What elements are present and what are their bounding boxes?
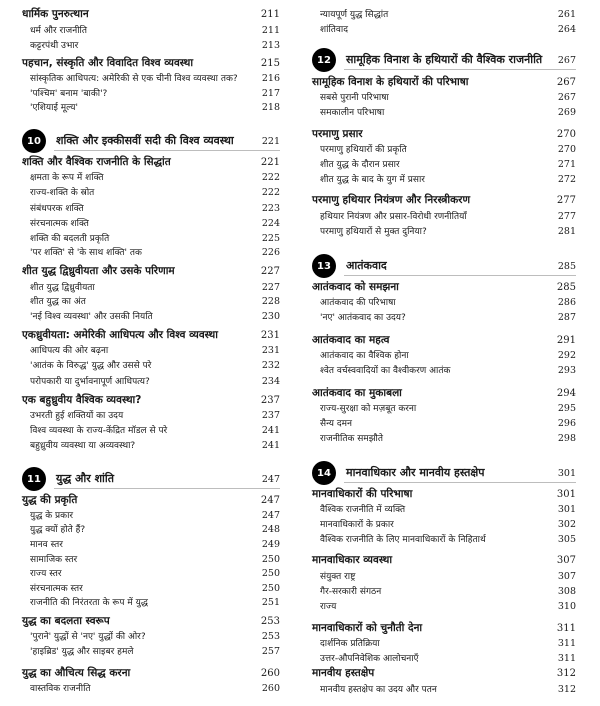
- toc-subsection-entry[interactable]: [22, 101, 280, 115]
- entry-title: शक्ति और इक्कीसवीं सदी की विश्व व्यवस्था: [56, 134, 234, 147]
- entry-title: राज्य: [320, 602, 337, 612]
- entry-title: मानव स्तर: [30, 540, 63, 550]
- page-number: 227: [261, 282, 280, 293]
- page-number: 311: [557, 638, 576, 649]
- page-number: 270: [557, 144, 576, 155]
- entry-title: 'पश्चिम' बनाम 'बाकी'?: [30, 89, 108, 99]
- toc-subsection-entry[interactable]: [312, 349, 576, 363]
- entry-title: क्षमता के रूप में शक्ति: [30, 173, 104, 183]
- page-number: 218: [261, 102, 280, 113]
- toc-subsection-entry[interactable]: [312, 311, 576, 325]
- page-number: 241: [261, 425, 280, 436]
- page-number: 217: [261, 88, 280, 99]
- page-number: 251: [261, 597, 280, 608]
- entry-title: परोपकारी या दुर्भावनापूर्ण आधिपत्य?: [30, 377, 150, 387]
- page-number: 298: [557, 433, 576, 444]
- toc-subsection-entry[interactable]: [22, 424, 280, 438]
- toc-section-entry[interactable]: [312, 387, 576, 400]
- page-number: 253: [261, 631, 280, 642]
- page-number: 301: [557, 504, 576, 515]
- page-number: 291: [556, 335, 576, 346]
- page-number: 250: [261, 554, 280, 565]
- entry-title: राज्य-सुरक्षा को मज़बूत करना: [320, 404, 417, 414]
- page-number: 267: [557, 92, 576, 103]
- toc-subsection-entry[interactable]: [312, 106, 576, 120]
- toc-subsection-entry[interactable]: [22, 509, 280, 523]
- entry-title: शांतिवाद: [320, 25, 349, 35]
- toc-subsection-entry[interactable]: [22, 171, 280, 185]
- entry-title: आतंकवाद का वैश्विक होना: [320, 351, 409, 361]
- page-number: 295: [557, 403, 576, 414]
- entry-title: शीत युद्ध का अंत: [30, 297, 86, 307]
- toc-section-entry[interactable]: [22, 57, 280, 70]
- page-number: 221: [261, 136, 280, 147]
- toc-subsection-entry[interactable]: [22, 596, 280, 610]
- toc-chapter-entry[interactable]: [312, 466, 576, 480]
- page-number: 286: [557, 297, 576, 308]
- toc-subsection-entry[interactable]: [312, 296, 576, 310]
- toc-subsection-entry[interactable]: [312, 417, 576, 431]
- entry-title: 'एशियाई मूल्य': [30, 103, 78, 113]
- toc-section-entry[interactable]: [312, 128, 576, 141]
- entry-title: कट्टरपंथी उभार: [30, 41, 79, 51]
- entry-title: एक बहुध्रुवीय वैश्विक व्यवस्था?: [22, 394, 142, 406]
- toc-subsection-entry[interactable]: [312, 432, 576, 446]
- toc-subsection-entry[interactable]: [22, 582, 280, 596]
- entry-title: मानवाधिकारों को चुनौती देना: [312, 622, 423, 634]
- toc-subsection-entry[interactable]: [22, 202, 280, 216]
- page-number: 228: [261, 296, 280, 307]
- page-number: 250: [261, 568, 280, 579]
- toc-subsection-entry[interactable]: [22, 246, 280, 260]
- entry-title: उभरती हुई शक्तियों का उदय: [30, 411, 124, 421]
- entry-title: मानवीय हस्तक्षेप: [312, 667, 375, 679]
- entry-title: युद्ध के प्रकार: [30, 511, 74, 521]
- entry-title: एकध्रुवीयता: अमेरिकी आधिपत्य और विश्व व्यवस्था: [22, 329, 218, 341]
- entry-title: सांस्कृतिक आधिपत्य: अमेरिकी से एक चीनी विश्व व्यवस्था तक?: [30, 74, 238, 84]
- toc-subsection-entry[interactable]: [312, 652, 576, 666]
- entry-title: हथियार नियंत्रण और प्रसार-विरोधी रणनीतियाँ: [320, 212, 467, 222]
- entry-title: श्वेत वर्चस्ववादियों का वैश्वीकरण आतंक: [320, 366, 451, 376]
- toc-subsection-entry[interactable]: [312, 518, 576, 532]
- page-number: 267: [557, 55, 576, 66]
- chapter-divider: [344, 69, 576, 70]
- toc-subsection-entry[interactable]: [312, 533, 576, 547]
- entry-title: परमाणु प्रसार: [312, 128, 363, 140]
- toc-subsection-entry[interactable]: [22, 439, 280, 453]
- entry-title: आतंकवाद का महत्व: [312, 334, 390, 346]
- toc-section-entry[interactable]: [22, 329, 280, 342]
- chapter-number-badge: 13: [312, 254, 336, 278]
- page-number: 224: [261, 218, 280, 229]
- entry-title: दार्शनिक प्रतिक्रिया: [320, 639, 380, 649]
- toc-subsection-entry[interactable]: [312, 173, 576, 187]
- page-number: 308: [557, 586, 576, 597]
- entry-title: राजनीतिक समझौते: [320, 434, 383, 444]
- toc-section-entry[interactable]: [312, 194, 576, 207]
- entry-title: उत्तर-औपनिवेशिक आलोचनाएँ: [320, 654, 419, 664]
- toc-subsection-entry[interactable]: [22, 375, 280, 389]
- entry-title: बहुध्रुवीय व्यवस्था या अव्यवस्था?: [30, 441, 136, 451]
- page-number: 248: [261, 524, 280, 535]
- toc-subsection-entry[interactable]: [22, 310, 280, 324]
- toc-subsection-entry[interactable]: [22, 630, 280, 644]
- page-number: 302: [557, 519, 576, 530]
- toc-subsection-entry[interactable]: [22, 232, 280, 246]
- entry-title: शीत युद्ध द्विध्रुवीयता और उसके परिणाम: [22, 265, 175, 277]
- entry-title: वैश्विक राजनीति में व्यक्ति: [320, 505, 406, 515]
- entry-title: वास्तविक राजनीति: [30, 684, 91, 694]
- toc-subsection-entry[interactable]: [22, 538, 280, 552]
- chapter-number-badge: 10: [22, 129, 46, 153]
- page-number: 264: [557, 24, 576, 35]
- page-number: 237: [260, 395, 280, 406]
- entry-title: शीत युद्ध के बाद के युग में प्रसार: [320, 175, 425, 185]
- page-number: 247: [261, 474, 280, 485]
- page-number: 216: [261, 73, 280, 84]
- entry-title: शक्ति और वैश्विक राजनीति के सिद्धांत: [22, 156, 171, 168]
- entry-title: शक्ति की बदलती प्रकृति: [30, 234, 110, 244]
- entry-title: युद्ध क्यों होते हैं?: [30, 525, 86, 535]
- page-number: 287: [557, 312, 576, 323]
- toc-chapter-entry[interactable]: [312, 53, 576, 67]
- page-number: 271: [557, 159, 576, 170]
- toc-section-entry[interactable]: [312, 76, 576, 89]
- entry-title: संयुक्त राष्ट्र: [320, 572, 356, 582]
- page-number: 247: [260, 495, 280, 506]
- toc-subsection-entry[interactable]: [22, 645, 280, 659]
- page-number: 225: [261, 233, 280, 244]
- toc-section-entry[interactable]: [312, 667, 576, 680]
- entry-title: आधिपत्य की ओर बढ़ना: [30, 346, 109, 356]
- toc-subsection-entry[interactable]: [22, 295, 280, 309]
- page-number: 226: [261, 247, 280, 258]
- entry-title: मानवाधिकार और मानवीय हस्तक्षेप: [346, 466, 485, 479]
- entry-title: 'पुराने' युद्धों से 'नए' युद्धों की ओर?: [30, 632, 146, 642]
- page-number: 222: [261, 187, 280, 198]
- entry-title: राज्य स्तर: [30, 569, 62, 579]
- toc-subsection-entry[interactable]: [312, 402, 576, 416]
- entry-title: सामूहिक विनाश के हथियारों की परिभाषा: [312, 76, 469, 88]
- chapter-number-badge: 11: [22, 467, 46, 491]
- toc-section-entry[interactable]: [22, 615, 280, 628]
- page-number: 222: [261, 172, 280, 183]
- chapter-number-badge: 14: [312, 461, 336, 485]
- entry-title: समकालीन परिभाषा: [320, 108, 385, 118]
- chapter-number-badge: 12: [312, 48, 336, 72]
- chapter-divider: [344, 482, 576, 483]
- page-number: 232: [261, 360, 280, 371]
- toc-subsection-entry[interactable]: [22, 409, 280, 423]
- chapter-divider: [54, 488, 280, 489]
- toc-subsection-entry[interactable]: [22, 523, 280, 537]
- toc-subsection-entry[interactable]: [22, 359, 280, 373]
- page-number: 301: [557, 468, 576, 479]
- toc-subsection-entry[interactable]: [22, 39, 280, 53]
- toc-subsection-entry[interactable]: [312, 600, 576, 614]
- page-number: 211: [261, 25, 280, 36]
- page-number: 307: [556, 555, 576, 566]
- toc-subsection-entry[interactable]: [312, 570, 576, 584]
- toc-section-entry[interactable]: [312, 622, 576, 635]
- page-number: 281: [557, 226, 576, 237]
- page-number: 231: [260, 330, 280, 341]
- page-number: 311: [556, 623, 576, 634]
- page-number: 277: [556, 195, 576, 206]
- page-number: 241: [261, 440, 280, 451]
- entry-title: राज्य-शक्ति के स्रोत: [30, 188, 95, 198]
- entry-title: परमाणु हथियारों से मुक्त दुनिया?: [320, 227, 427, 237]
- page-number: 249: [261, 539, 280, 550]
- entry-title: युद्ध का औचित्य सिद्ध करना: [22, 667, 131, 679]
- page-number: 277: [557, 211, 576, 222]
- chapter-divider: [344, 275, 576, 276]
- entry-title: 'नई विश्व व्यवस्था' और उसकी नियति: [30, 312, 153, 322]
- toc-subsection-entry[interactable]: [312, 637, 576, 651]
- entry-title: सैन्य दमन: [320, 419, 352, 429]
- entry-title: संबंधपरक शक्ति: [30, 204, 84, 214]
- entry-title: आतंकवाद की परिभाषा: [320, 298, 396, 308]
- entry-title: 'आतंक के विरुद्ध' युद्ध और उससे परे: [30, 361, 152, 371]
- toc-chapter-entry[interactable]: [312, 259, 576, 273]
- toc-subsection-entry[interactable]: [312, 225, 576, 239]
- page-number: 269: [557, 107, 576, 118]
- toc-subsection-entry[interactable]: [22, 87, 280, 101]
- toc-subsection-entry[interactable]: [312, 158, 576, 172]
- toc-section-entry[interactable]: [22, 494, 280, 507]
- entry-title: आतंकवाद: [346, 259, 387, 272]
- page-number: 296: [557, 418, 576, 429]
- page-number: 311: [557, 653, 576, 664]
- entry-title: सामाजिक स्तर: [30, 555, 78, 565]
- entry-title: धर्म और राजनीति: [30, 26, 88, 36]
- page-number: 213: [261, 40, 280, 51]
- entry-title: आतंकवाद को समझना: [312, 281, 399, 293]
- toc-section-entry[interactable]: [312, 281, 576, 294]
- page-number: 230: [261, 311, 280, 322]
- entry-title: परमाणु हथियार नियंत्रण और निरस्त्रीकरण: [312, 194, 471, 206]
- toc-subsection-entry[interactable]: [22, 217, 280, 231]
- entry-title: युद्ध और शांति: [56, 472, 115, 485]
- page-number: 312: [556, 668, 576, 679]
- page-number: 307: [557, 571, 576, 582]
- toc-section-entry[interactable]: [312, 334, 576, 347]
- page-number: 292: [557, 350, 576, 361]
- page-number: 223: [261, 203, 280, 214]
- page-number: 312: [557, 684, 576, 695]
- entry-title: न्यायपूर्ण युद्ध सिद्धांत: [320, 10, 389, 20]
- entry-title: गैर-सरकारी संगठन: [320, 587, 382, 597]
- page-number: 267: [556, 77, 576, 88]
- toc-subsection-entry[interactable]: [312, 364, 576, 378]
- page-number: 301: [556, 489, 576, 500]
- toc-subsection-entry[interactable]: [312, 8, 576, 22]
- toc-subsection-entry[interactable]: [22, 567, 280, 581]
- toc-subsection-entry[interactable]: [312, 503, 576, 517]
- entry-title: मानवीय हस्तक्षेप का उदय और पतन: [320, 685, 437, 695]
- entry-title: मानवाधिकारों की परिभाषा: [312, 488, 413, 500]
- toc-subsection-entry[interactable]: [22, 344, 280, 358]
- page-number: 260: [261, 683, 280, 694]
- entry-title: विश्व व्यवस्था के राज्य-केंद्रित मॉडल से परे: [30, 426, 168, 436]
- page-number: 227: [260, 266, 280, 277]
- page-number: 294: [556, 388, 576, 399]
- toc-section-entry[interactable]: [22, 394, 280, 407]
- page-number: 237: [261, 410, 280, 421]
- page-number: 310: [557, 601, 576, 612]
- entry-title: सबसे पुरानी परिभाषा: [320, 93, 389, 103]
- page-number: 250: [261, 583, 280, 594]
- entry-title: सामूहिक विनाश के हथियारों की वैश्विक राजनीति: [346, 53, 543, 66]
- toc-subsection-entry[interactable]: [22, 281, 280, 295]
- toc-chapter-entry[interactable]: [22, 134, 280, 148]
- page-number: 234: [261, 376, 280, 387]
- toc-subsection-entry[interactable]: [312, 585, 576, 599]
- page-number: 221: [260, 157, 280, 168]
- page-number: 305: [557, 534, 576, 545]
- entry-title: संरचनात्मक शक्ति: [30, 219, 89, 229]
- entry-title: 'नए' आतंकवाद का उदय?: [320, 313, 406, 323]
- page-number: 215: [260, 58, 280, 69]
- page-number: 270: [556, 129, 576, 140]
- page-number: 293: [557, 365, 576, 376]
- page-number: 285: [557, 261, 576, 272]
- toc-section-entry[interactable]: [312, 488, 576, 501]
- entry-title: संरचनात्मक स्तर: [30, 584, 83, 594]
- toc-chapter-entry[interactable]: [22, 472, 280, 486]
- toc-section-entry[interactable]: [22, 667, 280, 680]
- entry-title: राजनीति की निरंतरता के रूप में युद्ध: [30, 598, 148, 608]
- toc-subsection-entry[interactable]: [22, 682, 280, 696]
- toc-subsection-entry[interactable]: [312, 210, 576, 224]
- toc-subsection-entry[interactable]: [312, 23, 576, 37]
- toc-subsection-entry[interactable]: [312, 143, 576, 157]
- page-number: 261: [557, 9, 576, 20]
- chapter-divider: [54, 150, 280, 151]
- toc-section-entry[interactable]: [22, 265, 280, 278]
- entry-title: 'पर शक्ति' से 'के साथ शक्ति' तक: [30, 248, 142, 258]
- page-number: 260: [260, 668, 280, 679]
- entry-title: वैश्विक राजनीति के लिए मानवाधिकारों के निहितार्थ: [320, 535, 486, 545]
- entry-title: युद्ध का बदलता स्वरूप: [22, 615, 110, 627]
- page-number: 272: [557, 174, 576, 185]
- page-number: 211: [260, 9, 280, 20]
- entry-title: पहचान, संस्कृति और विवादित विश्व व्यवस्था: [22, 57, 194, 69]
- entry-title: मानवाधिकार व्यवस्था: [312, 554, 393, 566]
- toc-section-entry[interactable]: [22, 156, 280, 169]
- page-number: 247: [261, 510, 280, 521]
- toc-section-entry[interactable]: [312, 554, 576, 567]
- entry-title: शीत युद्ध के दौरान प्रसार: [320, 160, 400, 170]
- toc-subsection-entry[interactable]: [22, 72, 280, 86]
- page-number: 257: [261, 646, 280, 657]
- toc-subsection-entry[interactable]: [312, 683, 576, 697]
- toc-subsection-entry[interactable]: [22, 24, 280, 38]
- entry-title: धार्मिक पुनरुत्थान: [22, 8, 89, 20]
- toc-subsection-entry[interactable]: [22, 186, 280, 200]
- entry-title: परमाणु हथियारों की प्रकृति: [320, 145, 407, 155]
- page-number: 231: [261, 345, 280, 356]
- entry-title: 'हाइब्रिड' युद्ध और साइबर हमले: [30, 647, 134, 657]
- page-number: 253: [260, 616, 280, 627]
- toc-section-entry[interactable]: [22, 8, 280, 21]
- page-number: 285: [556, 282, 576, 293]
- toc-subsection-entry[interactable]: [22, 553, 280, 567]
- toc-subsection-entry[interactable]: [312, 91, 576, 105]
- entry-title: युद्ध की प्रकृति: [22, 494, 78, 506]
- entry-title: मानवाधिकारों के प्रकार: [320, 520, 394, 530]
- entry-title: शीत युद्ध द्विध्रुवीयता: [30, 283, 95, 293]
- entry-title: आतंकवाद का मुकाबला: [312, 387, 402, 399]
